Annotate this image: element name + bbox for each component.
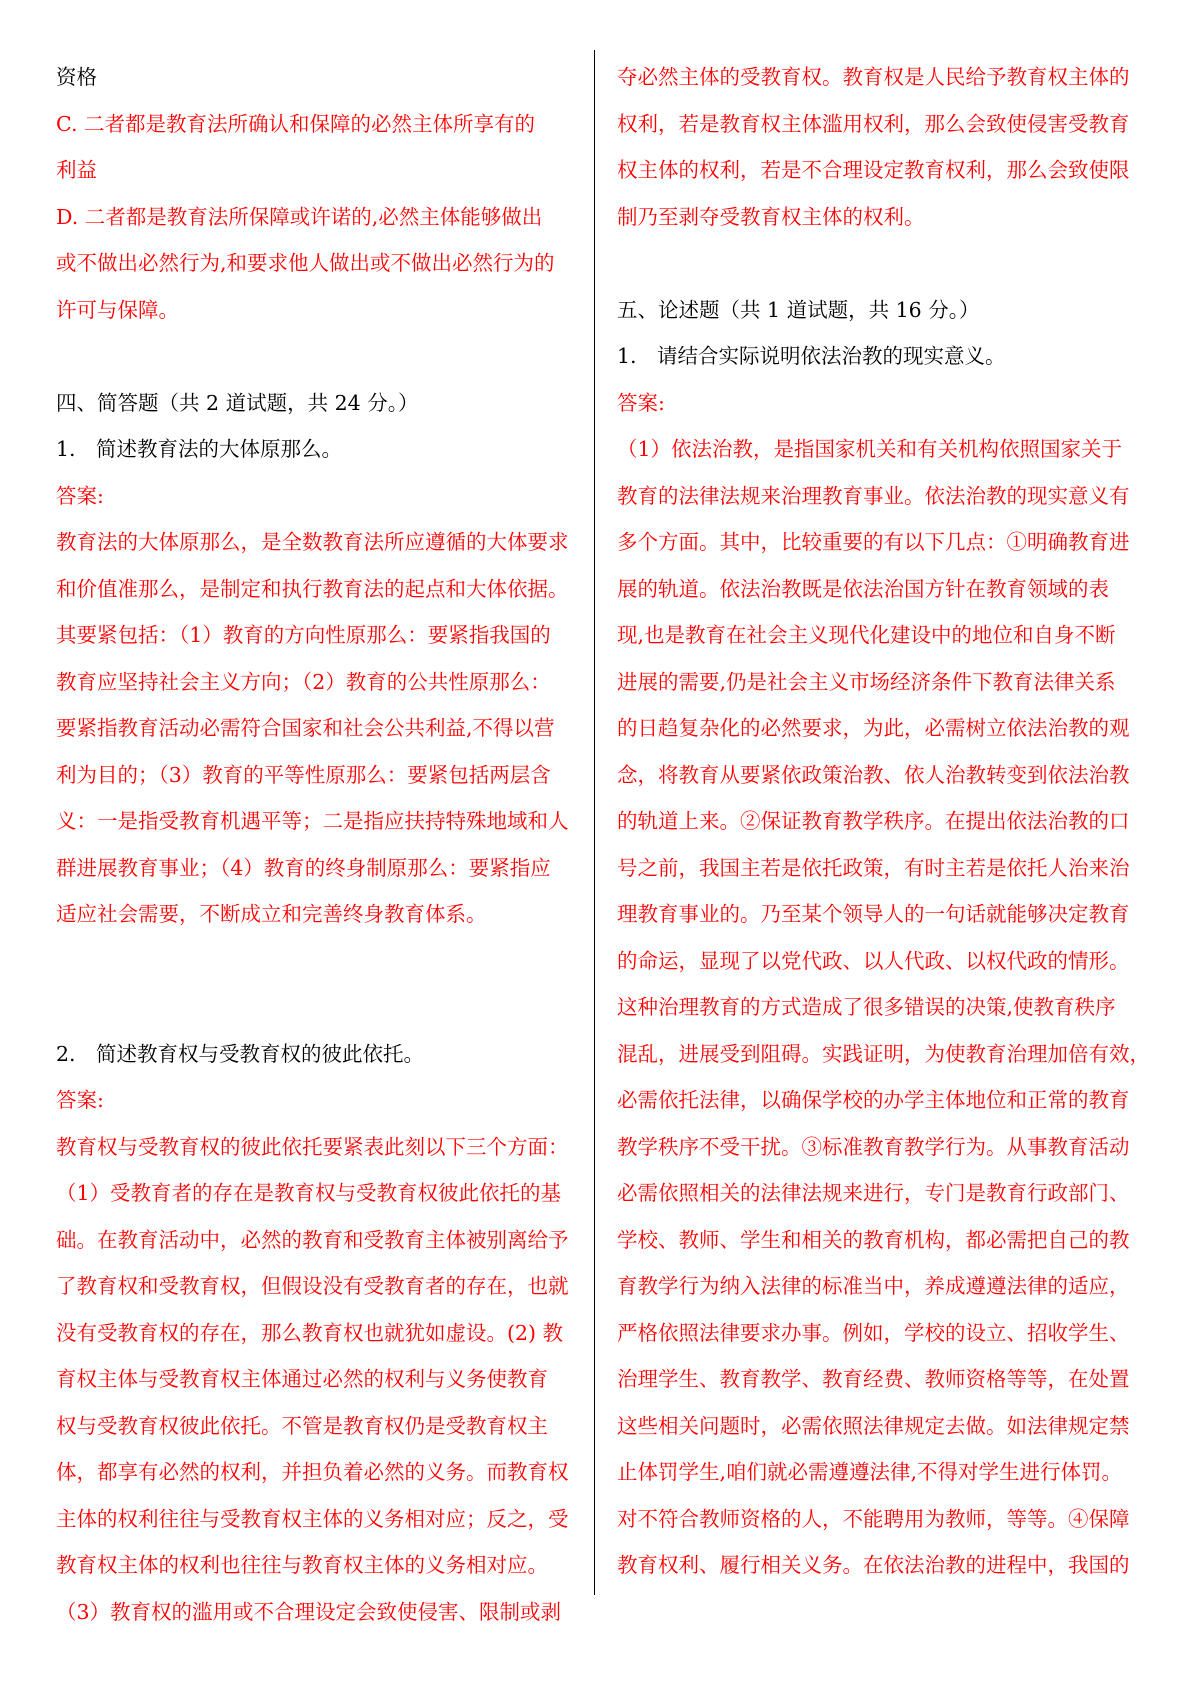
option-c-line-1: C. 二者都是教育法所确认和保障的必然主体所享有的 [56,111,535,136]
answer-line: 制乃至剥夺受教育权主体的权利。 [617,204,925,229]
section-4-title: 四、简答题（共 2 道试题，共 24 分。） [56,390,419,415]
answer-line: 夺必然主体的受教育权。教育权是人民给予教育权主体的 [617,65,1130,89]
answer-line: 混乱，进展受到阻碍。实践证明，为使教育治理加倍有效， [617,1041,1150,1066]
answer-line: 教育权主体的权利也往往与教育权主体的义务相对应。 [56,1553,548,1577]
answer-line: 号之前，我国主若是依托政策，有时主若是依托人治来治 [617,855,1130,880]
option-c-line-2: 利益 [56,158,97,182]
answer-line: 这种治理教育的方式造成了很多错误的决策,使教育秩序 [617,995,1116,1019]
answer-line: 权与受教育权彼此依托。不管是教育权仍是受教育权主 [56,1413,548,1438]
answer-2-body [56,1124,591,1636]
answer-line: 进展的需要,仍是社会主义市场经济条件下教育法律关系 [617,669,1116,694]
answer-line: 教学秩序不受干扰。③标准教育教学行为。从事教育活动 [617,1134,1130,1159]
question-2 [56,1031,591,1078]
answer-1-body [56,519,591,938]
essay-answer-body [617,426,1152,1589]
option-d-line-3: 许可与保障。 [56,297,179,322]
answer-line: （1）受教育者的存在是教育权与受教育权彼此依托的基 [56,1181,562,1205]
answer-label: 答案: [56,1088,104,1112]
answer-line: 展的轨道。依法治教既是依法治国方针在教育领域的表 [617,576,1109,601]
question-text: 简述教育法的大体原那么。 [96,437,342,461]
answer-line: 这些相关问题时，必需依照法律规定去做。如法律规定禁 [617,1413,1130,1438]
answer-line: 的命运，显现了以党代政、以人代政、以权代政的情形。 [617,948,1130,973]
option-d-line-2: 或不做出必然行为,和要求他人做出或不做出必然行为的 [56,251,555,275]
answer-line: 教育权与受教育权的彼此依托要紧表此刻以下三个方面： [56,1134,569,1159]
answer-line: 权主体的权利，若是不合理设定教育权利，那么会致使限 [617,158,1130,182]
answer-line: 教育应坚持社会主义方向；（2）教育的公共性原那么： [56,669,551,694]
right-column [617,54,1152,1589]
option-d-line-1: D. 二者都是教育法所保障或许诺的,必然主体能够做出 [56,204,543,229]
question-essay-1 [617,333,1152,380]
question-number: 1. [617,344,637,368]
answer-line: 严格依照法律要求办事。例如，学校的设立、招收学生、 [617,1320,1130,1345]
answer-line: 必需依照相关的法律法规来进行，专门是教育行政部门、 [617,1181,1130,1205]
question-number: 2. [56,1041,76,1066]
answer-line: 体，都享有必然的权利，并担负着必然的义务。而教育权 [56,1460,569,1484]
answer-line: 学校、教师、学生和相关的教育机构，都必需把自己的教 [617,1227,1130,1252]
answer-line: 治理学生、教育教学、教育经费、教师资格等等，在处置 [617,1367,1130,1391]
answer-line: 念，将教育从要紧依政策治教、依人治教转变到依法治教 [617,762,1130,787]
answer-line: 了教育权和受教育权，但假设没有受教育者的存在，也就 [56,1274,569,1298]
question-text: 请结合实际说明依法治教的现实意义。 [657,344,1006,368]
answer-line: 适应社会需要，不断成立和完善终身教育体系。 [56,902,487,926]
answer-line: 主体的权利往往与受教育权主体的义务相对应；反之，受 [56,1506,569,1531]
continued-text: 资格 [56,65,97,89]
answer-line: 必需依托法律，以确保学校的办学主体地位和正常的教育 [617,1088,1130,1112]
question-text: 简述教育权与受教育权的彼此依托。 [96,1041,424,1066]
column-divider [594,50,595,1595]
spacer [56,938,591,985]
spacer [56,333,591,380]
answer-line: 群进展教育事业；（4）教育的终身制原那么：要紧指应 [56,855,551,880]
answer-line: （1）依法治教，是指国家机关和有关机构依照国家关于 [617,437,1123,461]
answer-label: 答案: [617,390,665,415]
answer-line: 和价值准那么，是制定和执行教育法的起点和大体依据。 [56,576,569,601]
left-column [56,54,591,1635]
answer-line: 利为目的；（3）教育的平等性原那么：要紧包括两层含 [56,762,551,787]
continued-answer [617,54,1152,240]
answer-line: 要紧指教育活动必需符合国家和社会公共利益,不得以营 [56,716,555,740]
section-5-title: 五、论述题（共 1 道试题，共 16 分。） [617,297,980,322]
answer-line: 义：一是指受教育机遇平等；二是指应扶持特殊地域和人 [56,809,569,833]
answer-line: 教育权利、履行相关义务。在依法治教的进程中，我国的 [617,1553,1130,1577]
spacer [617,240,1152,287]
answer-line: 权利，若是教育权主体滥用权利，那么会致使侵害受教育 [617,111,1130,136]
answer-label: 答案: [56,483,104,508]
answer-line: 教育的法律法规来治理教育事业。依法治教的现实意义有 [617,483,1130,508]
answer-line: 的轨道上来。②保证教育教学秩序。在提出依法治教的口 [617,809,1130,833]
answer-line: 没有受教育权的存在，那么教育权也就犹如虚设。(2) 教 [56,1320,564,1345]
answer-line: 多个方面。其中，比较重要的有以下几点：①明确教育进 [617,530,1130,554]
answer-line: 育教学行为纳入法律的标准当中，养成遵遵法律的适应， [617,1274,1130,1298]
answer-line: 础。在教育活动中，必然的教育和受教育主体被别离给予 [56,1227,569,1252]
answer-line: 理教育事业的。乃至某个领导人的一句话就能够决定教育 [617,902,1130,926]
answer-line: 教育法的大体原那么，是全数教育法所应遵循的大体要求 [56,530,569,554]
question-number: 1. [56,437,76,461]
answer-line: （3）教育权的滥用或不合理设定会致使侵害、限制或剥 [56,1599,562,1624]
answer-line: 现,也是教育在社会主义现代化建设中的地位和自身不断 [617,623,1116,647]
answer-line: 育权主体与受教育权主体通过必然的权利与义务使教育 [56,1367,548,1391]
answer-line: 止体罚学生,咱们就必需遵遵法律,不得对学生进行体罚。 [617,1460,1123,1484]
question-1 [56,426,591,473]
answer-line: 其要紧包括：（1）教育的方向性原那么：要紧指我国的 [56,623,551,647]
spacer [56,984,591,1031]
answer-line: 对不符合教师资格的人，不能聘用为教师，等等。④保障 [617,1506,1130,1531]
answer-line: 的日趋复杂化的必然要求，为此，必需树立依法治教的观 [617,716,1130,740]
